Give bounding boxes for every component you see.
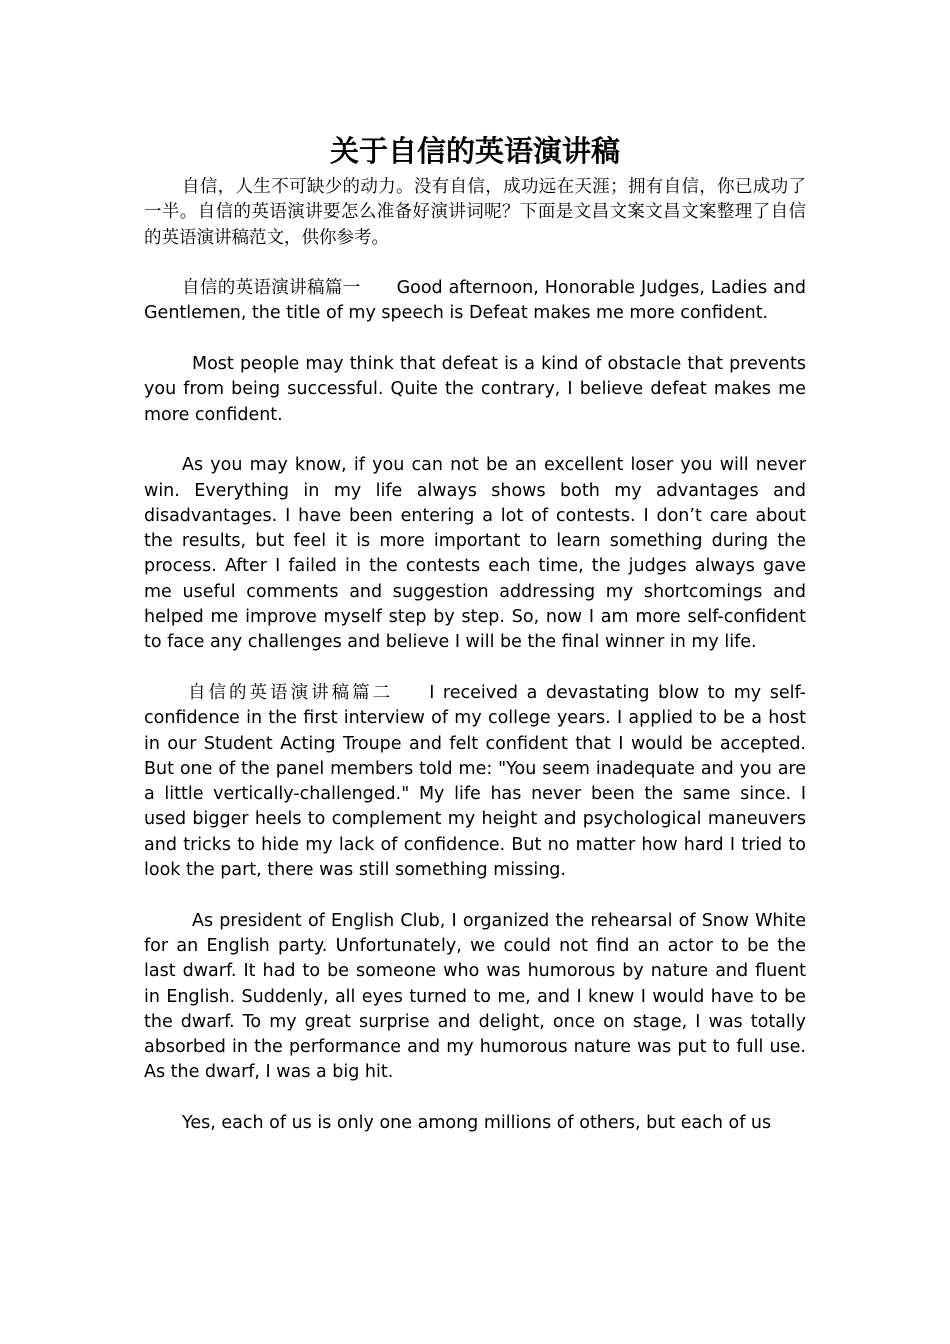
body-paragraph	[144, 909, 806, 1086]
document-body	[144, 175, 806, 1136]
section-heading: 自信的英语演讲稿篇二	[188, 682, 394, 703]
paragraph-text: I received a devastating blow to my self-confidence in the first interview of my college years. I applied to be a host in our Student Acting Troupe and felt confident that I would be accepted. But one of the panel members told me: "You seem inadequate and you are a little vertically-challenged." My life has never been the same since. I used bigger heels to complement my height and psychological maneuvers and tricks to hide my lack of confidence. But no matter how hard I tried to look the part, there was still something missing.	[144, 682, 807, 881]
paragraph-text: 自信，人生不可缺少的动力。没有自信，成功远在天涯；拥有自信，你已成功了一半。自信的英语演讲要怎么准备好演讲词呢？下面是文昌文案文昌文案整理了自信的英语演讲稿范文，供你参考。	[144, 177, 806, 248]
section-heading: 自信的英语演讲稿篇一	[182, 278, 361, 299]
intro-paragraph	[144, 175, 806, 251]
paragraph-text: As president of English Club, I organized the rehearsal of Snow White for an English party. Unfortunately, we could not find an actor to be the last dwarf. It had to be someone who was humorous by nature and fluent in English. Suddenly, all eyes turned to me, and I knew I would have to be the dwarf. To my great surprise and delight, once on stage, I was totally absorbed in the performance and my humorous nature was put to full use. As the dwarf, I was a big hit.	[144, 910, 806, 1083]
body-paragraph	[144, 352, 806, 428]
document-title: 关于自信的英语演讲稿	[329, 134, 620, 168]
paragraph-text: Good afternoon, Honorable Judges, Ladies and Gentlemen, the title of my speech is Defeat makes me more confident.	[144, 278, 807, 324]
body-paragraph	[144, 453, 806, 655]
body-paragraph	[144, 1111, 806, 1136]
section-one-paragraph	[144, 276, 806, 327]
section-two-paragraph	[144, 681, 806, 883]
paragraph-text: Most people may think that defeat is a kind of obstacle that prevents you from being successful. Quite the contrary, I believe defeat makes me more confident.	[144, 354, 806, 425]
paragraph-text: As you may know, if you can not be an excellent loser you will never win. Everything in my life always shows both my advantages and disadvantages. I have been entering a lot of contests. I don’t care about the results, but feel it is more important to learn something during the process. After I failed in the contests each time, the judges always gave me useful comments and suggestion addressing my shortcomings and helped me improve myself step by step. So, now I am more self-confident to face any challenges and believe I will be the final winner in my life.	[144, 455, 806, 653]
paragraph-text: Yes, each of us is only one among millions of others, but each of us	[182, 1112, 772, 1133]
